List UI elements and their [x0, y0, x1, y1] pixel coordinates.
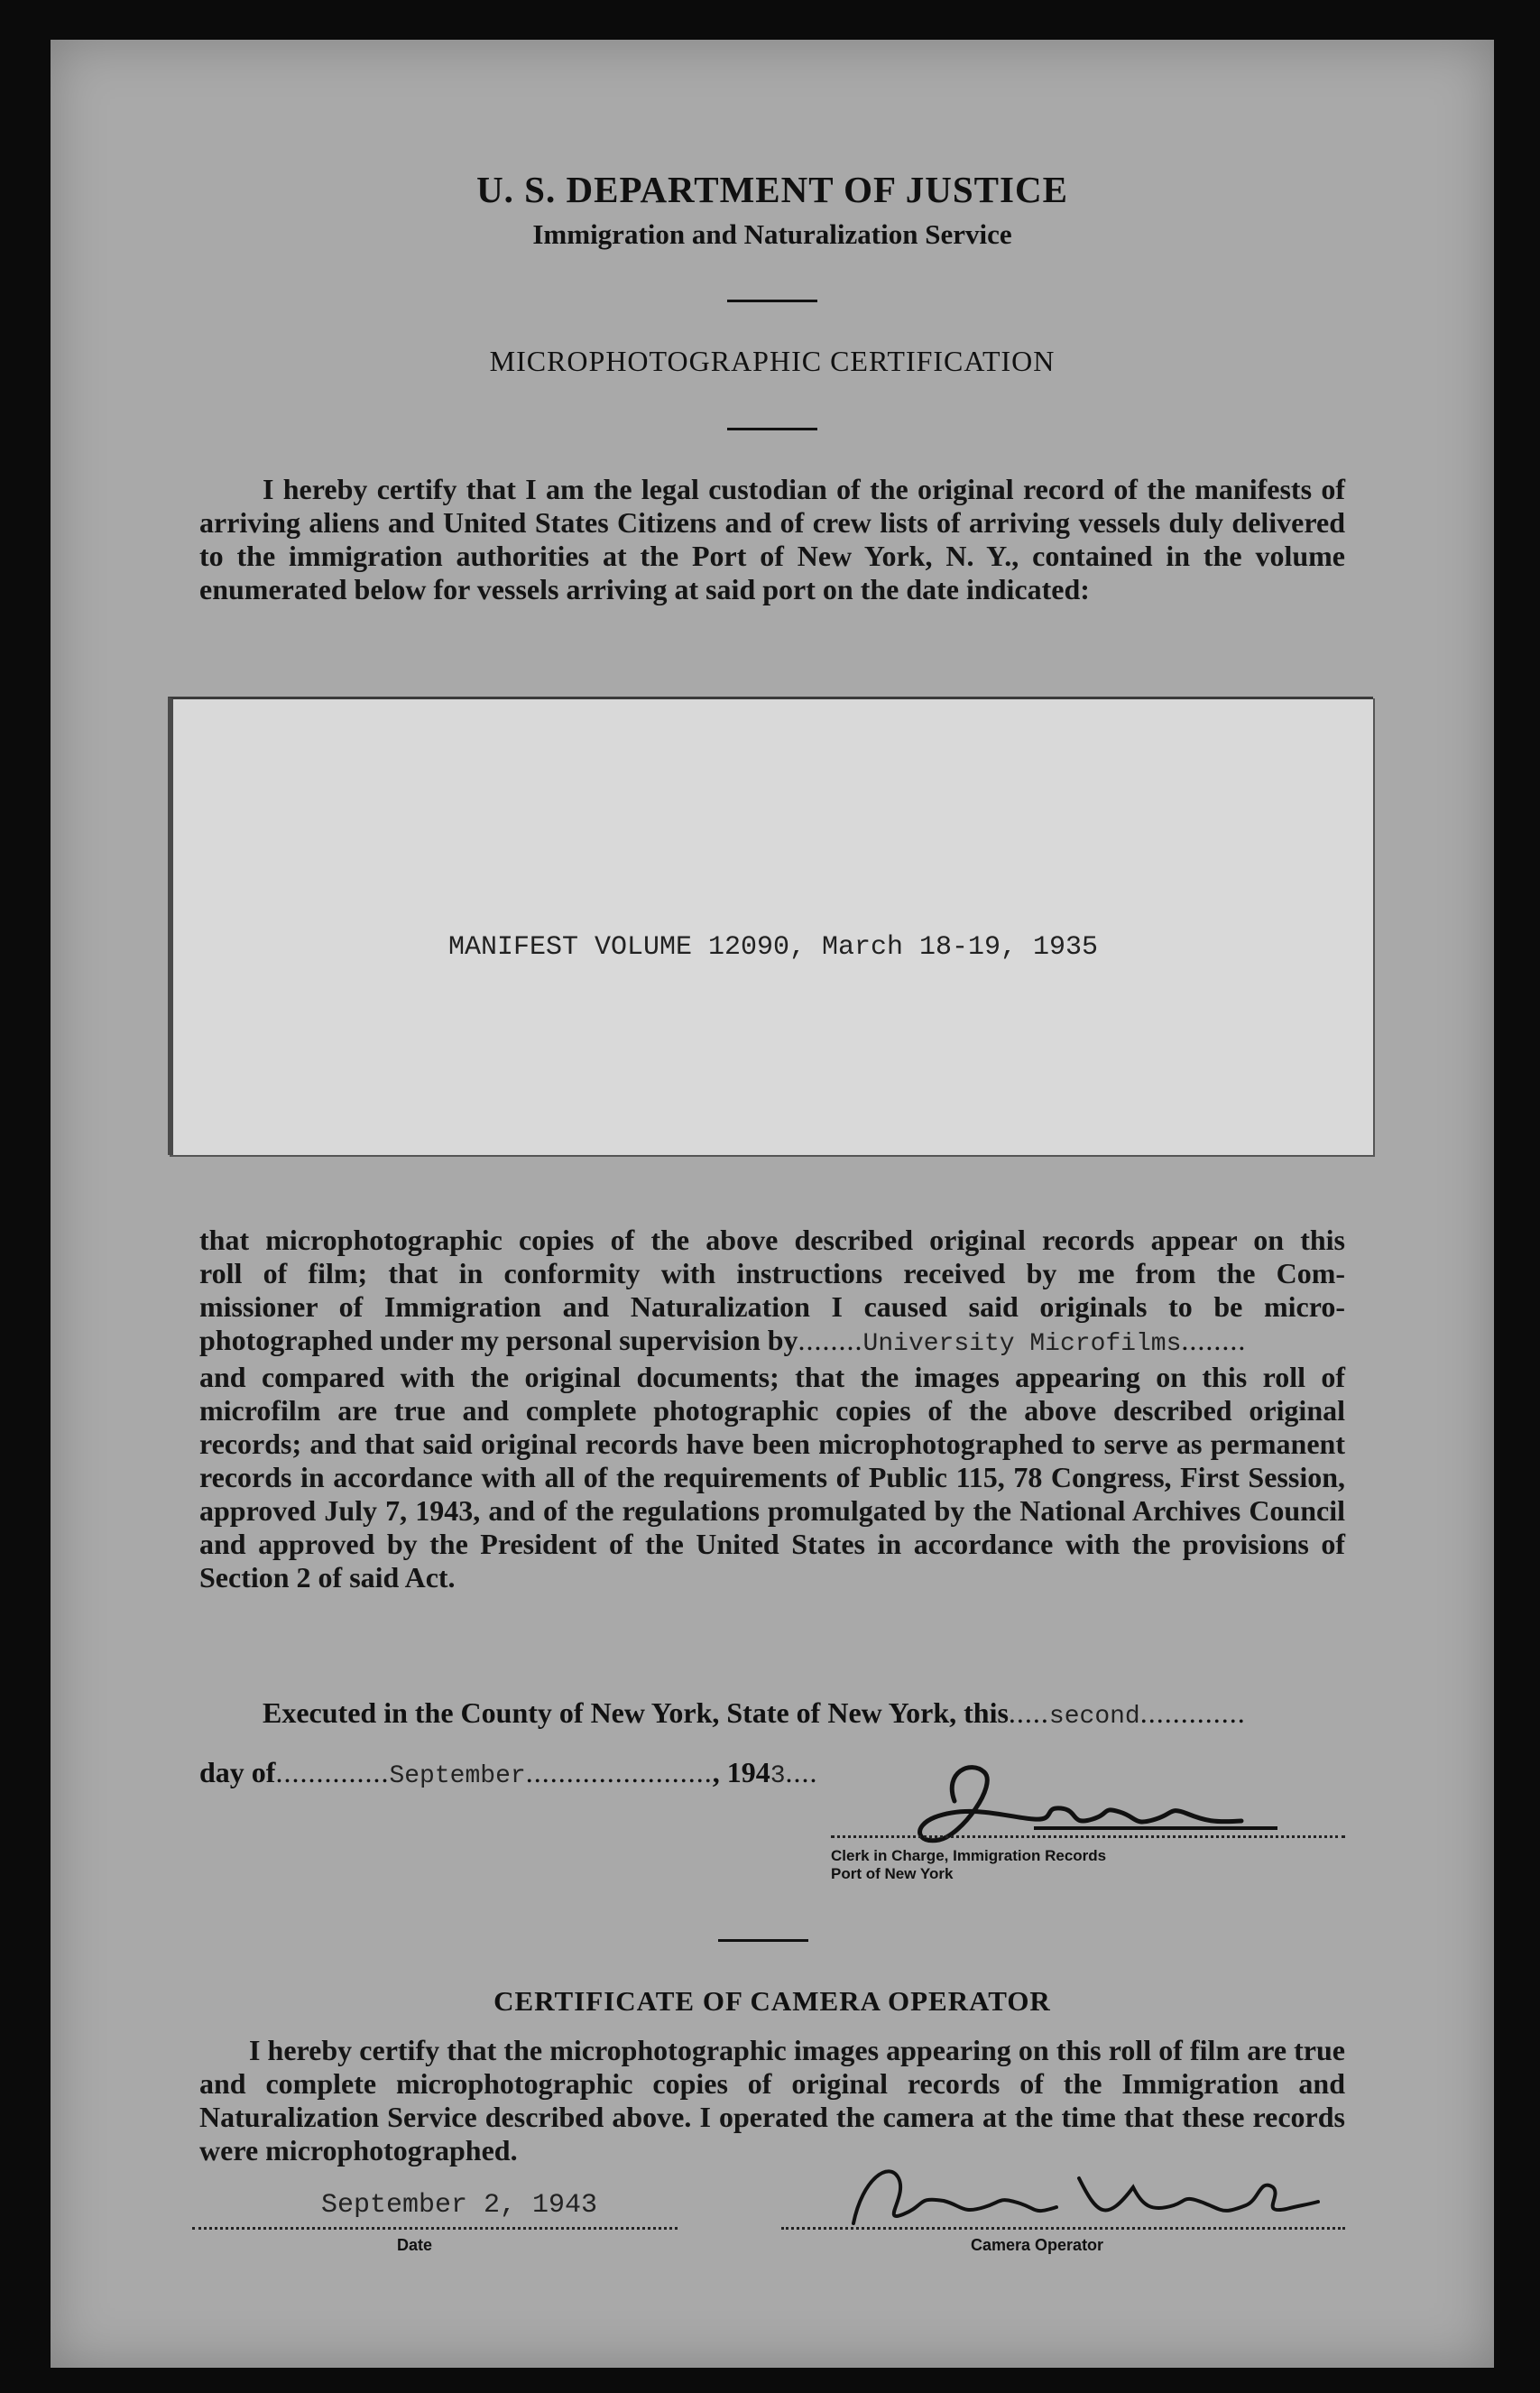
- manifest-volume-text: MANIFEST VOLUME 12090, March 18-19, 1935: [447, 932, 1099, 963]
- supervision-line: [199, 1324, 1345, 1361]
- dot-leader: .......................: [525, 1756, 713, 1788]
- date-line: [192, 2227, 678, 2230]
- day-of-label: day of: [199, 1756, 276, 1788]
- supervision-prefix: photographed under my personal supervision by: [199, 1324, 798, 1356]
- operator-signature-line: [781, 2227, 1345, 2230]
- clerk-title-line: Clerk in Charge, Immigration Records: [831, 1847, 1107, 1864]
- clerk-signature-line: [831, 1835, 1345, 1838]
- operator-label: Camera Operator: [971, 2236, 1104, 2254]
- execution-prefix: Executed in the County of New York, State of New York, this: [263, 1696, 1009, 1729]
- execution-line: [199, 1696, 1345, 1731]
- dot-leader: .....: [1008, 1696, 1049, 1729]
- divider-rule: [727, 300, 817, 302]
- year-fill: 3: [770, 1762, 786, 1790]
- operator-date-fill: September 2, 1943: [321, 2190, 598, 2221]
- clerk-title: [831, 1847, 1106, 1883]
- certificate-sheet: [51, 40, 1494, 2368]
- date-label: Date: [397, 2236, 433, 2254]
- dot-leader: ........: [1181, 1324, 1247, 1356]
- dot-leader: ....: [785, 1756, 818, 1788]
- manifest-card: [168, 697, 1373, 1155]
- clerk-signature-icon: [899, 1754, 1323, 1853]
- department-heading: U. S. DEPARTMENT OF JUSTICE: [476, 169, 1068, 210]
- certification-title: MICROPHOTOGRAPHIC CERTIFICATION: [489, 345, 1056, 377]
- dot-leader: .............: [1139, 1696, 1246, 1729]
- body-line: roll of film; that in conformity with instructions received by me from the Com-: [199, 1257, 1345, 1289]
- divider-rule: [727, 428, 817, 430]
- dot-leader: ........: [798, 1324, 863, 1356]
- month-fill: September: [389, 1762, 526, 1790]
- camera-paragraph: I hereby certify that the microphotographic images appearing on this roll of film are true and complete microphotographic copies of original records of the Immigration and Naturalization Service described above. I operated the camera at the time that these records were microphotographed.: [199, 2034, 1345, 2167]
- body-line: missioner of Immigration and Naturalization I caused said originals to be micro-: [199, 1290, 1345, 1323]
- clerk-port-line: Port of New York: [831, 1865, 954, 1882]
- camera-certificate-title: CERTIFICATE OF CAMERA OPERATOR: [493, 1985, 1051, 2017]
- certification-body: [199, 1224, 1345, 1594]
- day-fill: second: [1048, 1703, 1140, 1731]
- year-prefix: , 194: [712, 1756, 770, 1788]
- intro-paragraph: I hereby certify that I am the legal custodian of the original record of the manifests of arriving aliens and United States Citizens and of crew lists of arriving vessels duly delivered to the immigration authorities at the Port of New York, N. Y., contained in the volume enumerated below for vessels arriving at said port on the date indicated:: [199, 473, 1345, 605]
- divider-rule: [718, 1939, 808, 1942]
- dot-leader: ..............: [275, 1756, 390, 1788]
- supervisor-fill: University Microfilms: [862, 1330, 1182, 1358]
- service-subheading: Immigration and Naturalization Service: [532, 218, 1012, 250]
- body-rest: and compared with the original documents; that the images appearing on this roll of microfilm are true and complete photographic copies of the above described original records; and that said original records have been microphotographed to serve as permanent records in accordance with all of the requirements of Public 115, 78 Congress, First Session, approved July 7, 1943, and of the regulations promulgated by the National Archives Council and approved by the President of the United States in accordance with the provisions of Section 2 of said Act.: [199, 1361, 1345, 1594]
- body-line: that microphotographic copies of the above described original records appear on this: [199, 1224, 1345, 1256]
